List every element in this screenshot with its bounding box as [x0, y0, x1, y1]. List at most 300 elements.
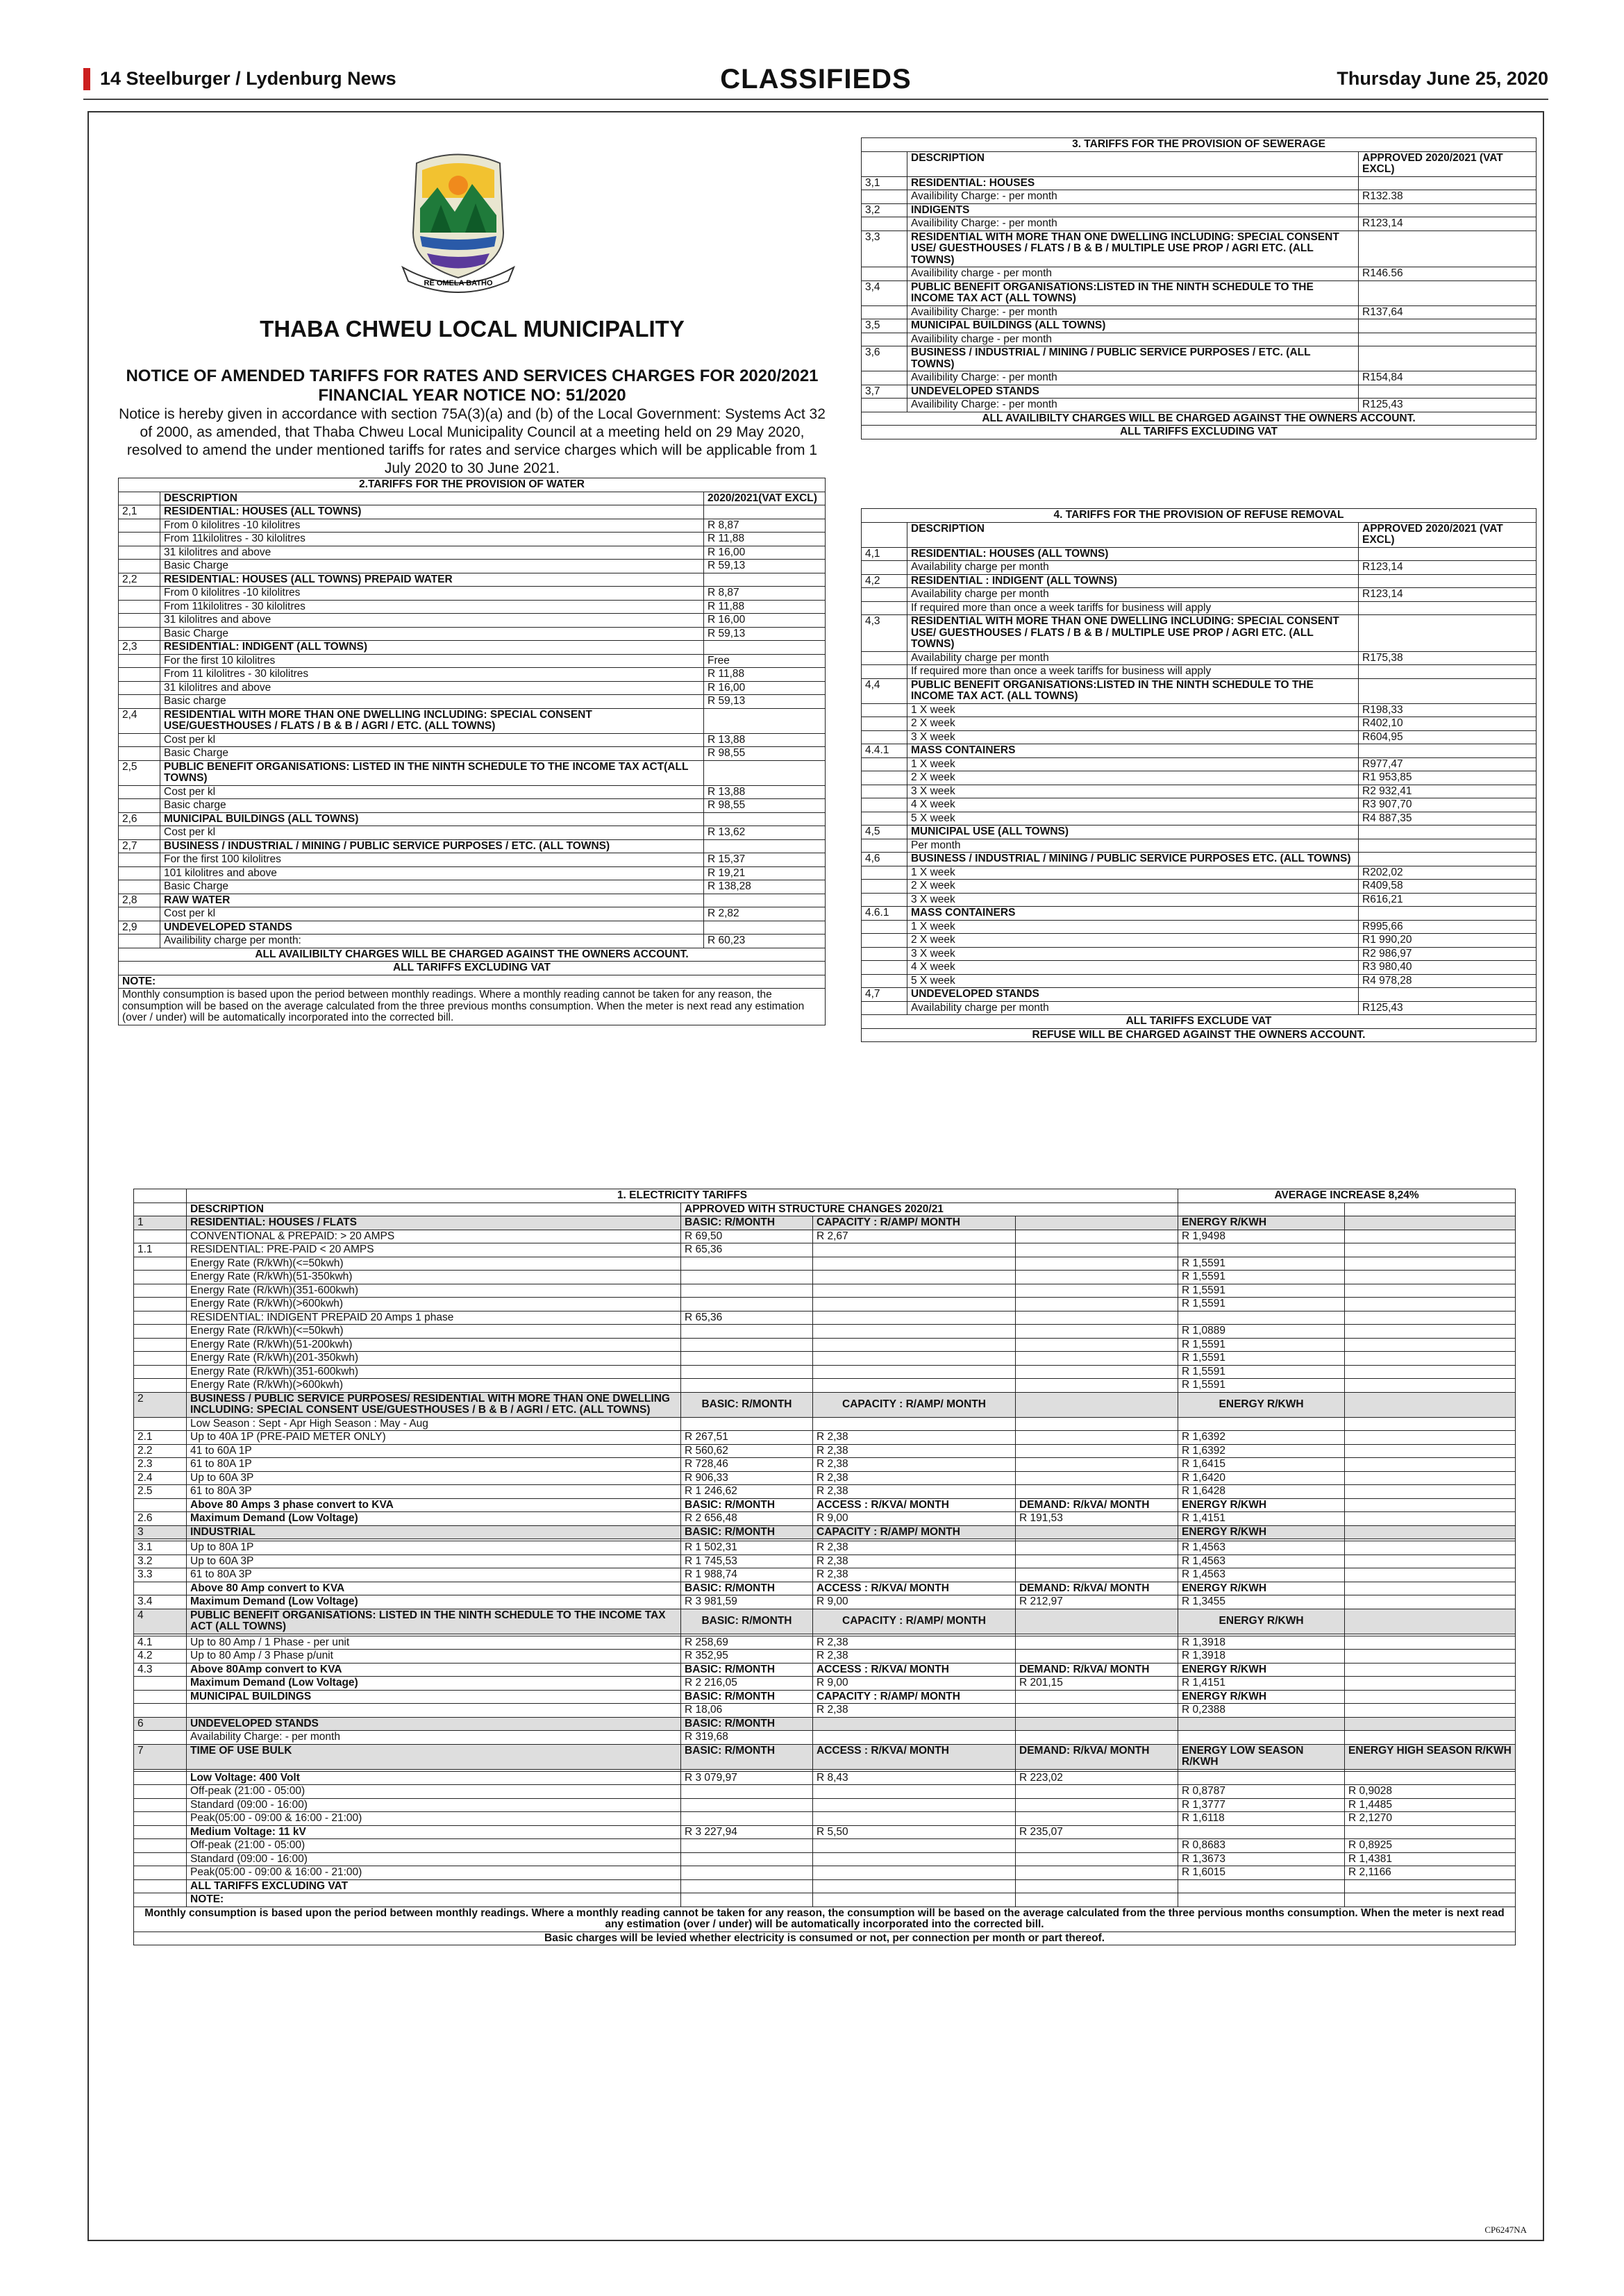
water-item-number	[119, 935, 160, 948]
refuse-row	[862, 798, 1537, 812]
water-tariff	[704, 760, 826, 785]
elec-energy-high: R 2,1270	[1345, 1812, 1516, 1826]
sewerage-item-number	[862, 217, 907, 231]
sewerage-item-number	[862, 151, 907, 176]
sewerage-description: PUBLIC BENEFIT ORGANISATIONS:LISTED IN THE NINTH SCHEDULE TO THE INCOME TAX ACT (ALL TOWNS)	[907, 280, 1359, 305]
elec-capacity-access: R 9,00	[813, 1512, 1016, 1526]
elec-capacity-access: R 8,43	[813, 1771, 1016, 1785]
elec-capacity-access: R 5,50	[813, 1825, 1016, 1839]
elec-basic: BASIC: R/MONTH	[681, 1216, 813, 1230]
water-tariff	[704, 708, 826, 733]
elec-item-number: 4.2	[134, 1650, 187, 1664]
elec-description: Peak(05:00 - 09:00 & 16:00 - 21:00)	[187, 1866, 681, 1880]
elec-description: Above 80 Amp convert to KVA	[187, 1582, 681, 1595]
water-item-number: 2,7	[119, 839, 160, 853]
elec-description: RESIDENTIAL: HOUSES / FLATS	[187, 1216, 681, 1230]
water-row	[119, 733, 826, 747]
elec-energy-high	[1345, 1893, 1516, 1907]
water-description: PUBLIC BENEFIT ORGANISATIONS: LISTED IN THE NINTH SCHEDULE TO THE INCOME TAX ACT(ALL TOWNS)	[160, 760, 704, 785]
sewerage-row	[862, 280, 1537, 305]
elec-demand	[1016, 1690, 1178, 1704]
water-item-number	[119, 866, 160, 880]
elec-description: PUBLIC BENEFIT ORGANISATIONS: LISTED IN THE NINTH SCHEDULE TO THE INCOME TAX ACT (ALL TOWNS)	[187, 1609, 681, 1634]
refuse-description: 3 X week	[907, 730, 1359, 744]
refuse-item-number: 4.6.1	[862, 907, 907, 921]
elec-row	[134, 1879, 1516, 1893]
elec-demand	[1016, 1704, 1178, 1718]
elec-item-number: 7	[134, 1744, 187, 1769]
refuse-description: PUBLIC BENEFIT ORGANISATIONS:LISTED IN THE NINTH SCHEDULE TO THE INCOME TAX ACT. (ALL TOWNS)	[907, 678, 1359, 703]
refuse-row	[862, 547, 1537, 561]
water-tariff: R 11,88	[704, 668, 826, 682]
elec-capacity-access: R 9,00	[813, 1595, 1016, 1609]
elec-energy-high	[1345, 1663, 1516, 1677]
elec-row	[134, 1458, 1516, 1472]
elec-row	[134, 1243, 1516, 1257]
refuse-tariff: R1 953,85	[1359, 771, 1537, 785]
refuse-row	[862, 853, 1537, 866]
notice-title: NOTICE OF AMENDED TARIFFS FOR RATES AND SERVICES CHARGES FOR 2020/2021 FINANCIAL YEAR NOTICE NO: 51/2020	[126, 367, 819, 405]
elec-basic: R 65,36	[681, 1243, 813, 1257]
elec-basic	[681, 1785, 813, 1799]
elec-item-number: 4	[134, 1609, 187, 1634]
refuse-row	[862, 522, 1537, 547]
water-tariff: R 8,87	[704, 587, 826, 601]
elec-energy: R 1,5591	[1178, 1284, 1345, 1298]
elec-energy-high	[1345, 1525, 1516, 1539]
water-row	[119, 760, 826, 785]
sewerage-tariff	[1359, 346, 1537, 371]
refuse-row	[862, 947, 1537, 961]
water-tariff: Free	[704, 654, 826, 668]
elec-item-number	[134, 1704, 187, 1718]
elec-basic	[681, 1284, 813, 1298]
sewerage-description: MUNICIPAL BUILDINGS (ALL TOWNS)	[907, 319, 1359, 333]
water-description: 101 kilolitres and above	[160, 866, 704, 880]
sewerage-tariff: R123,14	[1359, 217, 1537, 231]
water-tariff: R 11,88	[704, 533, 826, 546]
elec-basic: R 267,51	[681, 1431, 813, 1445]
elec-item-number	[134, 1284, 187, 1298]
elec-basic	[681, 1852, 813, 1866]
elec-item-number	[134, 1798, 187, 1812]
sewerage-row	[862, 305, 1537, 319]
sewerage-row	[862, 231, 1537, 267]
sewerage-row	[862, 346, 1537, 371]
refuse-description: 1 X week	[907, 920, 1359, 934]
refuse-tariff: R3 980,40	[1359, 961, 1537, 975]
elec-row	[134, 1417, 1516, 1431]
refuse-tariff	[1359, 744, 1537, 758]
elec-row	[134, 1893, 1516, 1907]
water-description: RESIDENTIAL WITH MORE THAN ONE DWELLING INCLUDING: SPECIAL CONSENT USE/GUESTHOUSES / FLATS / B & B / AGRI / ETC. (ALL TOWNS)	[160, 708, 704, 733]
elec-basic	[681, 1352, 813, 1366]
elec-capacity-access: R 9,00	[813, 1677, 1016, 1691]
refuse-tariff: R2 932,41	[1359, 785, 1537, 798]
elec-row	[134, 1812, 1516, 1826]
elec-basic	[681, 1365, 813, 1379]
sewerage-tariff: R146.56	[1359, 267, 1537, 281]
elec-energy: R 1,5591	[1178, 1352, 1345, 1366]
water-description: From 11kilolitres - 30 kilolitres	[160, 600, 704, 614]
elec-energy	[1178, 1825, 1345, 1839]
sewerage-item-number: 3,6	[862, 346, 907, 371]
refuse-item-number	[862, 665, 907, 679]
sewerage-footer-1: ALL AVAILIBILTY CHARGES WILL BE CHARGED AGAINST THE OWNERS ACCOUNT.	[862, 412, 1537, 426]
elec-item-number	[134, 1690, 187, 1704]
elec-item-number	[134, 1852, 187, 1866]
elec-description: 61 to 80A 3P	[187, 1568, 681, 1582]
elec-energy-high	[1345, 1717, 1516, 1731]
elec-capacity-access	[813, 1866, 1016, 1880]
elec-capacity-access	[813, 1812, 1016, 1826]
elec-description: Energy Rate (R/kWh)(>600kwh)	[187, 1379, 681, 1393]
water-row	[119, 654, 826, 668]
sewerage-row	[862, 217, 1537, 231]
elec-basic	[681, 1338, 813, 1352]
elec-energy: ENERGY R/KWH	[1178, 1216, 1345, 1230]
sewerage-tariff	[1359, 231, 1537, 267]
water-item-number	[119, 587, 160, 601]
elec-item-number	[134, 1325, 187, 1339]
elec-basic: BASIC: R/MONTH	[681, 1717, 813, 1731]
elec-item-number: 2	[134, 1392, 187, 1417]
elec-capacity-access	[813, 1717, 1016, 1731]
elec-energy-high: R 1,4485	[1345, 1798, 1516, 1812]
sewerage-tariff	[1359, 385, 1537, 399]
page-header	[83, 64, 1548, 96]
elec-energy-high	[1345, 1485, 1516, 1499]
water-tariff: R 19,21	[704, 866, 826, 880]
elec-basic: BASIC: R/MONTH	[681, 1663, 813, 1677]
refuse-description: MUNICIPAL USE (ALL TOWNS)	[907, 826, 1359, 839]
water-description: Basic charge	[160, 799, 704, 813]
elec-capacity-access	[813, 1365, 1016, 1379]
elec-demand: R 235,07	[1016, 1825, 1178, 1839]
elec-basic: R 1 988,74	[681, 1568, 813, 1582]
elec-row	[134, 1731, 1516, 1745]
elec-item-number: 2.1	[134, 1431, 187, 1445]
sewerage-row	[862, 319, 1537, 333]
water-item-number	[119, 799, 160, 813]
elec-demand	[1016, 1525, 1178, 1539]
water-item-number: 2,9	[119, 921, 160, 935]
elec-row	[134, 1717, 1516, 1731]
refuse-row	[862, 744, 1537, 758]
elec-demand	[1016, 1298, 1178, 1312]
refuse-item-number: 4.4.1	[862, 744, 907, 758]
elec-row	[134, 1311, 1516, 1325]
elec-description: DESCRIPTION	[187, 1203, 681, 1216]
section-title: CLASSIFIEDS	[720, 64, 912, 94]
water-item-number	[119, 733, 160, 747]
elec-item-number	[134, 1338, 187, 1352]
water-description: Basic Charge	[160, 880, 704, 894]
elec-row	[134, 1866, 1516, 1880]
elec-basic	[681, 1839, 813, 1853]
water-description: BUSINESS / INDUSTRIAL / MINING / PUBLIC SERVICE PURPOSES / ETC. (ALL TOWNS)	[160, 839, 704, 853]
elec-energy: R 1,9498	[1178, 1230, 1345, 1243]
sewerage-tariff: APPROVED 2020/2021 (VAT EXCL)	[1359, 151, 1537, 176]
refuse-row	[862, 615, 1537, 652]
elec-row	[134, 1568, 1516, 1582]
water-tariff: R 98,55	[704, 747, 826, 761]
water-tariff: R 59,13	[704, 695, 826, 709]
water-row	[119, 681, 826, 695]
refuse-row	[862, 880, 1537, 894]
water-item-number	[119, 546, 160, 560]
water-item-number	[119, 614, 160, 628]
elec-basic: R 2 656,48	[681, 1512, 813, 1526]
publication-date: Thursday June 25, 2020	[1337, 68, 1548, 89]
elec-demand: R 201,15	[1016, 1677, 1178, 1691]
sewerage-description: Availibility charge - per month	[907, 333, 1359, 346]
elec-row	[134, 1595, 1516, 1609]
water-description: From 0 kilolitres -10 kilolitres	[160, 519, 704, 533]
water-tariff	[704, 839, 826, 853]
elec-row	[134, 1298, 1516, 1312]
water-tariff	[704, 573, 826, 587]
elec-item-number	[134, 1785, 187, 1799]
elec-row	[134, 1744, 1516, 1769]
refuse-description: 3 X week	[907, 785, 1359, 798]
water-item-number	[119, 785, 160, 799]
elec-item-number	[134, 1311, 187, 1325]
elec-description: Up to 60A 3P	[187, 1471, 681, 1485]
elec-description: Off-peak (21:00 - 05:00)	[187, 1785, 681, 1799]
water-item-number: 2,3	[119, 641, 160, 655]
elec-row	[134, 1512, 1516, 1526]
water-item-number	[119, 826, 160, 840]
water-description: For the first 100 kilolitres	[160, 853, 704, 867]
refuse-description: 4 X week	[907, 961, 1359, 975]
water-tariff: R 60,23	[704, 935, 826, 948]
sewerage-row	[862, 176, 1537, 190]
elec-capacity-access	[813, 1311, 1016, 1325]
elec-row	[134, 1663, 1516, 1677]
refuse-item-number	[862, 601, 907, 615]
elec-energy-high: R 0,8925	[1345, 1839, 1516, 1853]
elec-row	[134, 1839, 1516, 1853]
water-row	[119, 839, 826, 853]
elec-description: Peak(05:00 - 09:00 & 16:00 - 21:00)	[187, 1812, 681, 1826]
sewerage-tariff	[1359, 203, 1537, 217]
elec-capacity-access: CAPACITY : R/AMP/ MONTH	[813, 1690, 1016, 1704]
elec-energy-high	[1345, 1568, 1516, 1582]
refuse-item-number: 4,4	[862, 678, 907, 703]
water-description: 31 kilolitres and above	[160, 614, 704, 628]
refuse-description: 1 X week	[907, 703, 1359, 717]
elec-item-number	[134, 1825, 187, 1839]
header-rule	[83, 99, 1548, 100]
elec-energy-high	[1345, 1257, 1516, 1271]
sewerage-row	[862, 399, 1537, 412]
elec-basic	[681, 1812, 813, 1826]
elec-basic: R 69,50	[681, 1230, 813, 1243]
elec-energy-high	[1345, 1690, 1516, 1704]
water-item-number: 2,8	[119, 894, 160, 907]
elec-energy-high	[1345, 1541, 1516, 1555]
elec-energy: R 1,3918	[1178, 1650, 1345, 1664]
refuse-tariff	[1359, 853, 1537, 866]
elec-basic: BASIC: R/MONTH	[681, 1392, 813, 1417]
water-description: Basic Charge	[160, 560, 704, 573]
elec-basic	[681, 1271, 813, 1284]
elec-row	[134, 1690, 1516, 1704]
elec-energy-high	[1345, 1731, 1516, 1745]
water-description: From 11kilolitres - 30 kilolitres	[160, 533, 704, 546]
elec-demand	[1016, 1541, 1178, 1555]
refuse-description: If required more than once a week tariffs for business will apply	[907, 665, 1359, 679]
refuse-item-number	[862, 717, 907, 731]
elec-energy: R 1,0889	[1178, 1325, 1345, 1339]
elec-item-number: 4.1	[134, 1636, 187, 1650]
elec-capacity-access	[813, 1852, 1016, 1866]
elec-description: 41 to 60A 1P	[187, 1444, 681, 1458]
elec-item-number	[134, 1498, 187, 1512]
elec-capacity-access: R 2,38	[813, 1431, 1016, 1445]
refuse-row	[862, 974, 1537, 988]
refuse-item-number	[862, 812, 907, 826]
sewerage-item-number	[862, 267, 907, 281]
sewerage-item-number: 3,4	[862, 280, 907, 305]
elec-demand: R 191,53	[1016, 1512, 1178, 1526]
elec-energy-high	[1345, 1216, 1516, 1230]
elec-description: Up to 40A 1P (PRE-PAID METER ONLY)	[187, 1431, 681, 1445]
elec-energy-high	[1345, 1498, 1516, 1512]
refuse-description: 2 X week	[907, 880, 1359, 894]
elec-row	[134, 1498, 1516, 1512]
refuse-item-number	[862, 934, 907, 948]
sewerage-description: Availibility Charge: - per month	[907, 190, 1359, 204]
sewerage-row	[862, 267, 1537, 281]
elec-demand	[1016, 1352, 1178, 1366]
water-description: DESCRIPTION	[160, 492, 704, 505]
elec-capacity-access	[813, 1785, 1016, 1799]
elec-capacity-access	[813, 1731, 1016, 1745]
refuse-item-number: 4,5	[862, 826, 907, 839]
elec-demand: DEMAND: R/kVA/ MONTH	[1016, 1498, 1178, 1512]
elec-capacity-access: R 2,38	[813, 1636, 1016, 1650]
sewerage-table-title: 3. TARIFFS FOR THE PROVISION OF SEWERAGE	[862, 138, 1537, 152]
elec-energy-high	[1345, 1338, 1516, 1352]
refuse-table-title: 4. TARIFFS FOR THE PROVISION OF REFUSE REMOVAL	[862, 509, 1537, 523]
elec-basic: R 3 981,59	[681, 1595, 813, 1609]
water-description: 31 kilolitres and above	[160, 546, 704, 560]
elec-description: UNDEVELOPED STANDS	[187, 1717, 681, 1731]
elec-energy-high	[1345, 1298, 1516, 1312]
elec-capacity-access: CAPACITY : R/AMP/ MONTH	[813, 1525, 1016, 1539]
advert-code: CP6247NA	[1484, 2224, 1527, 2235]
refuse-tariff: R977,47	[1359, 757, 1537, 771]
elec-energy-high	[1345, 1311, 1516, 1325]
water-tariff: R 13,88	[704, 733, 826, 747]
elec-item-number	[134, 1417, 187, 1431]
elec-demand	[1016, 1839, 1178, 1853]
elec-energy-high	[1345, 1284, 1516, 1298]
elec-capacity-access	[813, 1379, 1016, 1393]
refuse-tariff: R1 990,20	[1359, 934, 1537, 948]
elec-row	[134, 1798, 1516, 1812]
sewerage-item-number: 3,5	[862, 319, 907, 333]
elec-energy-high	[1345, 1230, 1516, 1243]
refuse-description: 2 X week	[907, 717, 1359, 731]
refuse-row	[862, 961, 1537, 975]
elec-item-number	[134, 1379, 187, 1393]
elec-energy-high	[1345, 1325, 1516, 1339]
water-description: RESIDENTIAL: INDIGENT (ALL TOWNS)	[160, 641, 704, 655]
elec-energy: R 1,4563	[1178, 1541, 1345, 1555]
sewerage-row	[862, 203, 1537, 217]
refuse-item-number	[862, 947, 907, 961]
water-item-number	[119, 907, 160, 921]
water-row	[119, 826, 826, 840]
elec-energy: R 1,5591	[1178, 1365, 1345, 1379]
refuse-tariff	[1359, 601, 1537, 615]
elec-energy: R 1,5591	[1178, 1271, 1345, 1284]
elec-description: Energy Rate (R/kWh)(>600kwh)	[187, 1298, 681, 1312]
elec-item-number: 3	[134, 1525, 187, 1539]
elec-energy: R 0,2388	[1178, 1704, 1345, 1718]
water-row	[119, 907, 826, 921]
water-item-number	[119, 654, 160, 668]
elec-capacity-access	[813, 1798, 1016, 1812]
elec-energy: R 1,5591	[1178, 1379, 1345, 1393]
elec-energy-high: ENERGY HIGH SEASON R/KWH	[1345, 1744, 1516, 1769]
elec-row	[134, 1609, 1516, 1634]
elec-energy-high	[1345, 1444, 1516, 1458]
elec-item-number: 4.3	[134, 1663, 187, 1677]
elec-energy	[1178, 1717, 1345, 1731]
refuse-tariff: R202,02	[1359, 866, 1537, 880]
elec-description: Energy Rate (R/kWh)(201-350kwh)	[187, 1352, 681, 1366]
elec-energy: R 1,5591	[1178, 1257, 1345, 1271]
refuse-row	[862, 757, 1537, 771]
elec-energy-high	[1345, 1879, 1516, 1893]
electricity-tariffs-table	[133, 1189, 1515, 1945]
crest-motto: RE OMELA BATHO	[424, 279, 493, 287]
elec-basic: R 1 246,62	[681, 1485, 813, 1499]
elec-energy: R 1,3673	[1178, 1852, 1345, 1866]
water-row	[119, 935, 826, 948]
elec-energy-high	[1345, 1555, 1516, 1568]
water-item-number	[119, 560, 160, 573]
sewerage-tariff	[1359, 319, 1537, 333]
water-description: Basic charge	[160, 695, 704, 709]
sewerage-description: DESCRIPTION	[907, 151, 1359, 176]
water-row	[119, 627, 826, 641]
elec-capacity-access: R 2,38	[813, 1471, 1016, 1485]
elec-row	[134, 1271, 1516, 1284]
refuse-row	[862, 651, 1537, 665]
refuse-item-number	[862, 561, 907, 575]
refuse-description: 3 X week	[907, 893, 1359, 907]
water-row	[119, 668, 826, 682]
refuse-row	[862, 717, 1537, 731]
water-description: From 11 kilolitres - 30 kilolitres	[160, 668, 704, 682]
elec-energy: ENERGY R/KWH	[1178, 1690, 1345, 1704]
elec-item-number	[134, 1582, 187, 1595]
refuse-item-number	[862, 880, 907, 894]
elec-demand	[1016, 1230, 1178, 1243]
elec-basic: BASIC: R/MONTH	[681, 1498, 813, 1512]
elec-energy: R 1,6415	[1178, 1458, 1345, 1472]
refuse-description: BUSINESS / INDUSTRIAL / MINING / PUBLIC SERVICE PURPOSES ETC. (ALL TOWNS)	[907, 853, 1359, 866]
elec-capacity-access: R 2,38	[813, 1704, 1016, 1718]
elec-description: Off-peak (21:00 - 05:00)	[187, 1839, 681, 1853]
elec-demand	[1016, 1798, 1178, 1812]
elec-energy	[1178, 1893, 1345, 1907]
